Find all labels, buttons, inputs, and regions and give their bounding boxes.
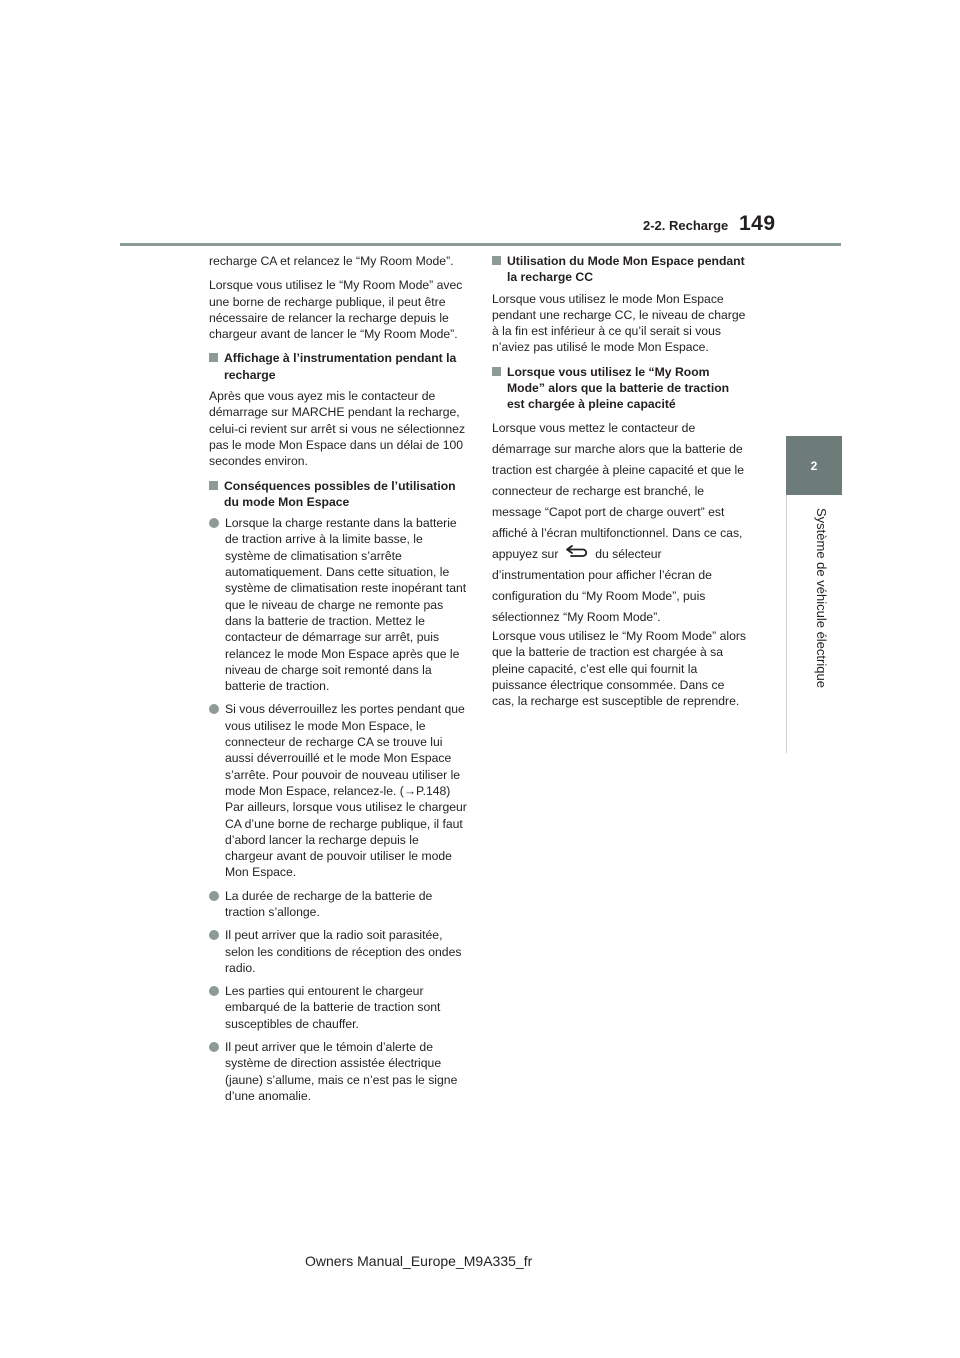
paragraph [492, 418, 750, 628]
list-item [209, 983, 467, 1032]
square-bullet-icon [492, 256, 501, 265]
list-item-text: Il peut arriver que le témoin d’alerte de système de direction assistée électrique (jaune) s’allume, mais ce n’est pas le signe d’une anomalie. [225, 1040, 458, 1103]
circle-bullet-icon [209, 1042, 219, 1052]
header-rule [120, 243, 841, 246]
right-column [492, 253, 750, 717]
paragraph: Lorsque vous utilisez le “My Room Mode” avec une borne de recharge publique, il peut être nécessaire de relancer la recharge depuis le chargeur avant de lancer le “My Room Mode”. [209, 278, 463, 342]
section-heading [209, 478, 467, 511]
heading-text: Affichage à l’instrumentation pendant la recharge [224, 351, 457, 382]
list-item-text: Lorsque la charge restante dans la batterie de traction arrive à la limite basse, le système de climatisation s’arrête automatiquement. Dans cette situation, le système de climatisation reste inopérant tant que le niveau de charge ne remonte pas dans la batterie de traction. Mettez le contacteur de démarrage sur arrêt, puis relancez le mode Mon Espace après que le niveau de charge soit remonté dans la batterie de traction. [225, 516, 467, 694]
square-bullet-icon [209, 481, 218, 490]
paragraph-text: Lorsque vous mettez le contacteur de démarrage sur marche alors que la batterie de traction est chargée à pleine capacité et que le connecteur de recharge est branché, le message “Capot port de charge ouvert” est affiché à l’écran multifonctionnel. Dans ce cas, appuyez sur [492, 420, 745, 561]
heading-text: Utilisation du Mode Mon Espace pendant la recharge CC [507, 254, 745, 285]
circle-bullet-icon [209, 518, 219, 528]
list-item-text: Si vous déverrouillez les portes pendant que vous utilisez le mode Mon Espace, le connecteur de recharge CA se trouve lui aussi déverrouillé et le mode Mon Espace s’arrête. Pour pouvoir de nouveau utiliser le mode Mon Espace, relancez-le. (→P.148) Par ailleurs, lorsque vous utilisez le chargeur CA d’une borne de recharge publique, il faut d’abord lancer la recharge depuis le chargeur avant de pouvoir utiliser le mode Mon Espace. [225, 702, 467, 880]
list-item [209, 701, 467, 880]
list-item [209, 515, 467, 694]
paragraph-text: du sélecteur d’instrumentation pour afficher l’écran de configuration du “My Room Mode”, puis sélectionnez “My Room Mode”. [492, 546, 712, 624]
section-title: 2-2. Recharge [643, 218, 729, 233]
section-heading [492, 253, 750, 286]
circle-bullet-icon [209, 986, 219, 996]
left-column [209, 253, 467, 1111]
list-item [209, 927, 467, 976]
paragraph: recharge CA et relancez le “My Room Mode”. [209, 254, 454, 268]
section-heading [209, 350, 467, 383]
list-item-text: La durée de recharge de la batterie de traction s’allonge. [225, 888, 433, 919]
return-arrow-icon [565, 544, 589, 565]
circle-bullet-icon [209, 704, 219, 714]
list-item [209, 1039, 467, 1104]
heading-text: Lorsque vous utilisez le “My Room Mode” alors que la batterie de traction est chargée à pleine capacité [507, 364, 730, 412]
chapter-number: 2 [810, 459, 818, 473]
footer-text: Owners Manual_Europe_M9A335_fr [305, 1253, 533, 1269]
section-heading [492, 364, 750, 413]
list-item-text: Il peut arriver que la radio soit parasitée, selon les conditions de réception des ondes radio. [225, 928, 462, 975]
square-bullet-icon [492, 367, 501, 376]
list-item-text: Les parties qui entourent le chargeur embarqué de la batterie de traction sont susceptibles de chauffer. [225, 984, 441, 1031]
square-bullet-icon [209, 353, 218, 362]
paragraph: Lorsque vous utilisez le mode Mon Espace pendant une recharge CC, le niveau de charge à la fin est inférieur à ce qu’il serait si vous n’aviez pas utilisé le mode Mon Espace. [492, 291, 746, 355]
chapter-label: Système de véhicule électrique [814, 508, 829, 688]
paragraph: Lorsque vous utilisez le “My Room Mode” alors que la batterie de traction est chargée à sa pleine capacité, c’est elle qui fournit la puissance électrique consommée. Dans ce cas, la recharge est susceptible de reprendre. [492, 628, 747, 709]
circle-bullet-icon [209, 930, 219, 940]
circle-bullet-icon [209, 891, 219, 901]
paragraph: Après que vous ayez mis le contacteur de démarrage sur MARCHE pendant la recharge, celui-ci revient sur arrêt si vous ne sélectionnez pas le mode Mon Espace dans un délai de 100 secondes environ. [209, 389, 466, 469]
page-number: 149 [739, 212, 776, 235]
list-item [209, 888, 467, 921]
heading-text: Conséquences possibles de l’utilisation du mode Mon Espace [224, 478, 456, 509]
